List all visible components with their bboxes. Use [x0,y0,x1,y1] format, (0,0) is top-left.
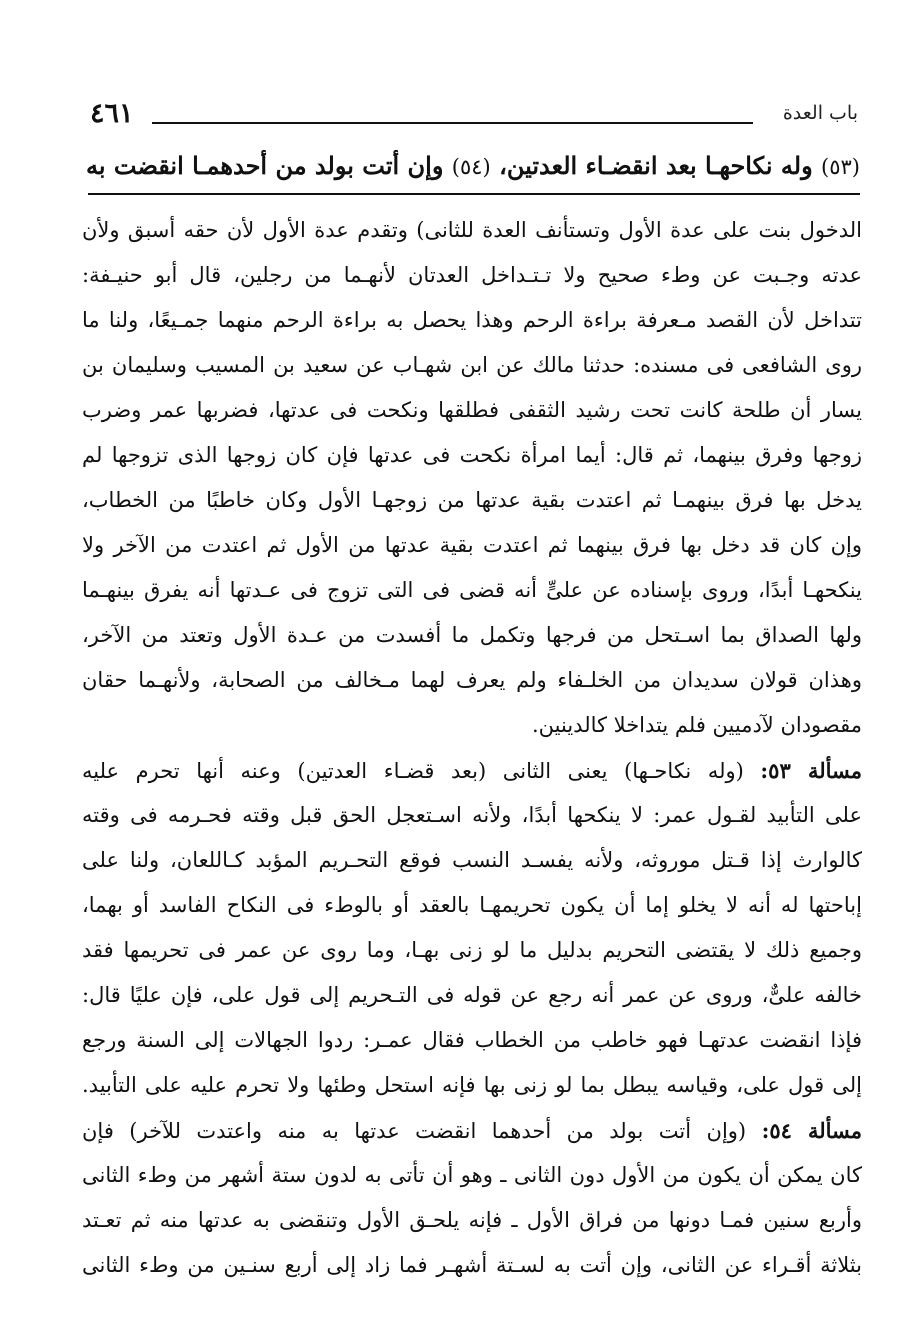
text-line: روى الشافعى فى مسنده: حدثنا مالك عن ابن شهـاب عن سعيد بن المسيب وسليمان بن [82,353,863,377]
text-line: زوجها وفرق بينهما، ثم قال: أيما امرأة نكحت فى عدتها فإن كان زوجها الذى تزوجها لم [82,443,862,467]
text-line: مقصودان لآدميين فلم يتداخلا كالدينين. [532,713,862,737]
text-line: وأربع سنين فمـا دونها من فراق الأول ـ فإنه يلحـق الأول وتنقضى به عدتها منه ثم تعـتد [82,1208,862,1232]
text-line: وهذان قولان سديدان من الخلـفاء ولم يعرف لهما مـخالف من الصحابة، ولأنهـما حقان [82,668,862,692]
text-line: خالفه علىٌّ، وروى عن عمر أنه رجع عن قوله فى التـحريم إلى قول على، فإن عليًا قال: [82,983,862,1007]
text-line: فإذا انقضت عدتهـا فهو خاطب من الخطاب فقال عمـر: ردوا الجهالات إلى السنة ورجع [82,1028,862,1052]
running-header [90,98,858,142]
text-line: تتداخل لأن القصد مـعرفة براءة الرحم وهذا يحصل به براءة الرحم منهما جمـيعًا، ولنا ما [82,308,862,332]
header-rule [152,122,753,124]
chapter-title: باب العدة [782,102,858,124]
note-marker-53: (٥٣) [821,155,860,179]
text-line: عدته وجـبت عن وطء صحيح ولا تـتـداخل العدتان لأنهـما من رجلين، قال أبو حنيـفة: [82,263,862,287]
text-line: وجميع ذلك لا يقتضى التحريم بدليل ما لو زنى بهـا، وما روى عن عمر فى تحريمها فقد [82,938,862,962]
text-line: بثلاثة أقـراء عن الثانى، وإن أتت به لسـتة أشهـر فما زاد إلى أربع سنـين من وطء الثانى [82,1253,862,1277]
note-marker-54: (٥٤) [451,155,491,179]
text-line: كان يمكن أن يكون من الأول دون الثانى ـ وهو أن تأتى به لدون ستة أشهر من وطء الثانى [82,1163,862,1187]
text-line: إلى قول على، وقياسه يبطل بما لو زنى بها فإنه استحل وطئها ولا تحرم عليه على التأبيد. [82,1073,862,1097]
matn-text-54: وإن أتت بولد من أحدهمـا انقضت به [85,151,444,180]
text-line: ولها الصداق بما اسـتحل من فرجها وتكمل ما أفسدت من عـدة الأول وتعتد من الآخر، [82,623,862,647]
commentary-text [82,208,862,1288]
text-line: الدخول بنت على عدة الأول وتستأنف العدة للثانى) وتقدم عدة الأول لأن حقه أسبق ولأن [82,218,862,242]
text-line: وإن كان قد دخل بها فرق بينهما ثم اعتدت بقية عدتها من الأول ثم اعتدت من الآخر ولا [82,533,862,557]
masala-53-label: مسألة ٥٣: [760,758,862,783]
matn-rule [88,193,860,195]
text-line: يسار أن طلحة كانت تحت رشيد الثقفى فطلقها ونكحت فى عدتها، فضربها عمر وضرب [82,398,862,422]
matn-text [85,146,860,187]
masala-53-heading [82,748,862,793]
masala-54-lead: (وإن أتت بولد من أحدهما انقضت عدتها به منه واعتدت للآخر) فإن [82,1119,747,1143]
masala-54-label: مسألة ٥٤: [761,1118,862,1143]
text-line: يدخل بها فرق بينهمـا ثم اعتدت بقية عدتها من زوجهـا الأول وكان خاطبًا من الخطاب، [82,488,862,512]
text-line: كالوارث إذا قـتل موروثه، ولأنه يفسـد النسب فوقع التحـريم المؤبد كـاللعان، ولنا على [82,848,862,872]
masala-53-lead: (وله نكاحـها) يعنى الثانى (بعد قضـاء العدتين) وعنه أنها تحرم عليه [82,759,744,783]
text-line: على التأبيد لقـول عمر: لا ينكحها أبدًا، ولأنه اسـتعجل الحق قبل وقته فحـرمه فى وقته [82,803,862,827]
text-line: إباحتها له أنه لا يخلو إما أن يكون تحريمهـا بالعقد أو بالوطء فى النكاح الفاسد أو بهما، [82,893,862,917]
page-number: ٤٦١ [90,98,134,129]
text-line: ينكحهـا أبدًا، وروى بإسناده عن علىٍّ أنه قضى فى التى تزوج فى عـدتها أنه يفرق بينهـما [82,578,862,602]
matn-text-53: وله نكاحهـا بعد انقضـاء العدتين، [499,151,813,180]
masala-54-heading [82,1108,862,1153]
